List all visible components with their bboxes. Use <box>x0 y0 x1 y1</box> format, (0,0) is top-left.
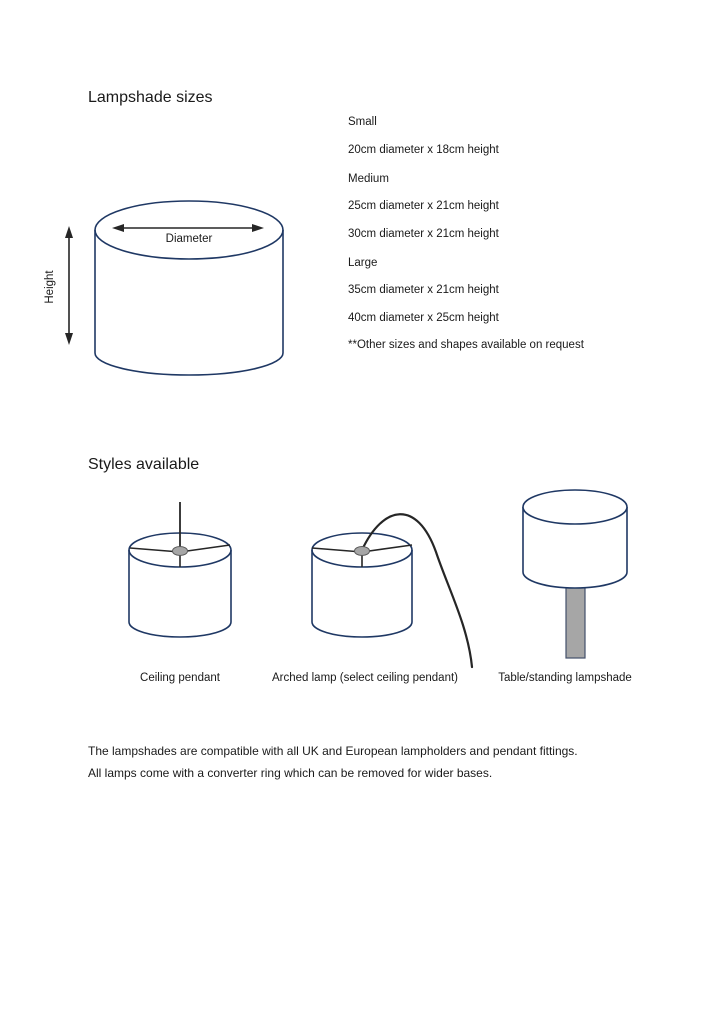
pendant-hub <box>173 547 188 556</box>
lampshade-dimensions-diagram <box>28 195 298 387</box>
size-group-label: Large <box>348 256 378 269</box>
page-title: Lampshade sizes <box>88 89 213 106</box>
arched-hub <box>355 547 370 556</box>
height-arrow-bottom-head <box>65 333 73 345</box>
arched-lamp-diagram <box>295 495 485 675</box>
size-group-label: Small <box>348 116 377 128</box>
sizes-note: **Other sizes and shapes available on request <box>348 339 584 351</box>
caption-ceiling-pendant: Ceiling pendant <box>140 672 220 684</box>
compatibility-paragraph <box>88 740 668 784</box>
size-line: 25cm diameter x 21cm height <box>348 200 499 212</box>
caption-arched-lamp: Arched lamp (select ceiling pendant) <box>271 672 459 684</box>
table-top-ellipse <box>523 490 627 524</box>
size-group-label: Medium <box>348 172 389 185</box>
size-line: 30cm diameter x 21cm height <box>348 227 499 240</box>
arched-bottom-arc <box>312 622 412 637</box>
height-arrow-top-head <box>65 226 73 238</box>
ceiling-pendant-diagram <box>120 495 250 645</box>
caption-table-lampshade: Table/standing lampshade <box>498 672 632 684</box>
size-line: 40cm diameter x 25cm height <box>348 311 499 324</box>
cylinder-bottom-arc <box>95 353 283 375</box>
compatibility-line-2: All lamps come with a converter ring which can be removed for wider bases. <box>88 766 493 780</box>
height-label: Height <box>44 270 56 304</box>
sizes-list <box>348 116 584 367</box>
compatibility-line-1: The lampshades are compatible with all UK and European lampholders and pendant fittings. <box>88 744 578 758</box>
diameter-label: Diameter <box>165 233 213 245</box>
pendant-bottom-arc <box>129 622 231 637</box>
styles-heading: Styles available <box>88 456 200 473</box>
size-line: 35cm diameter x 21cm height <box>348 284 499 296</box>
table-lampshade-diagram <box>510 483 645 668</box>
size-line: 20cm diameter x 18cm height <box>348 143 499 156</box>
